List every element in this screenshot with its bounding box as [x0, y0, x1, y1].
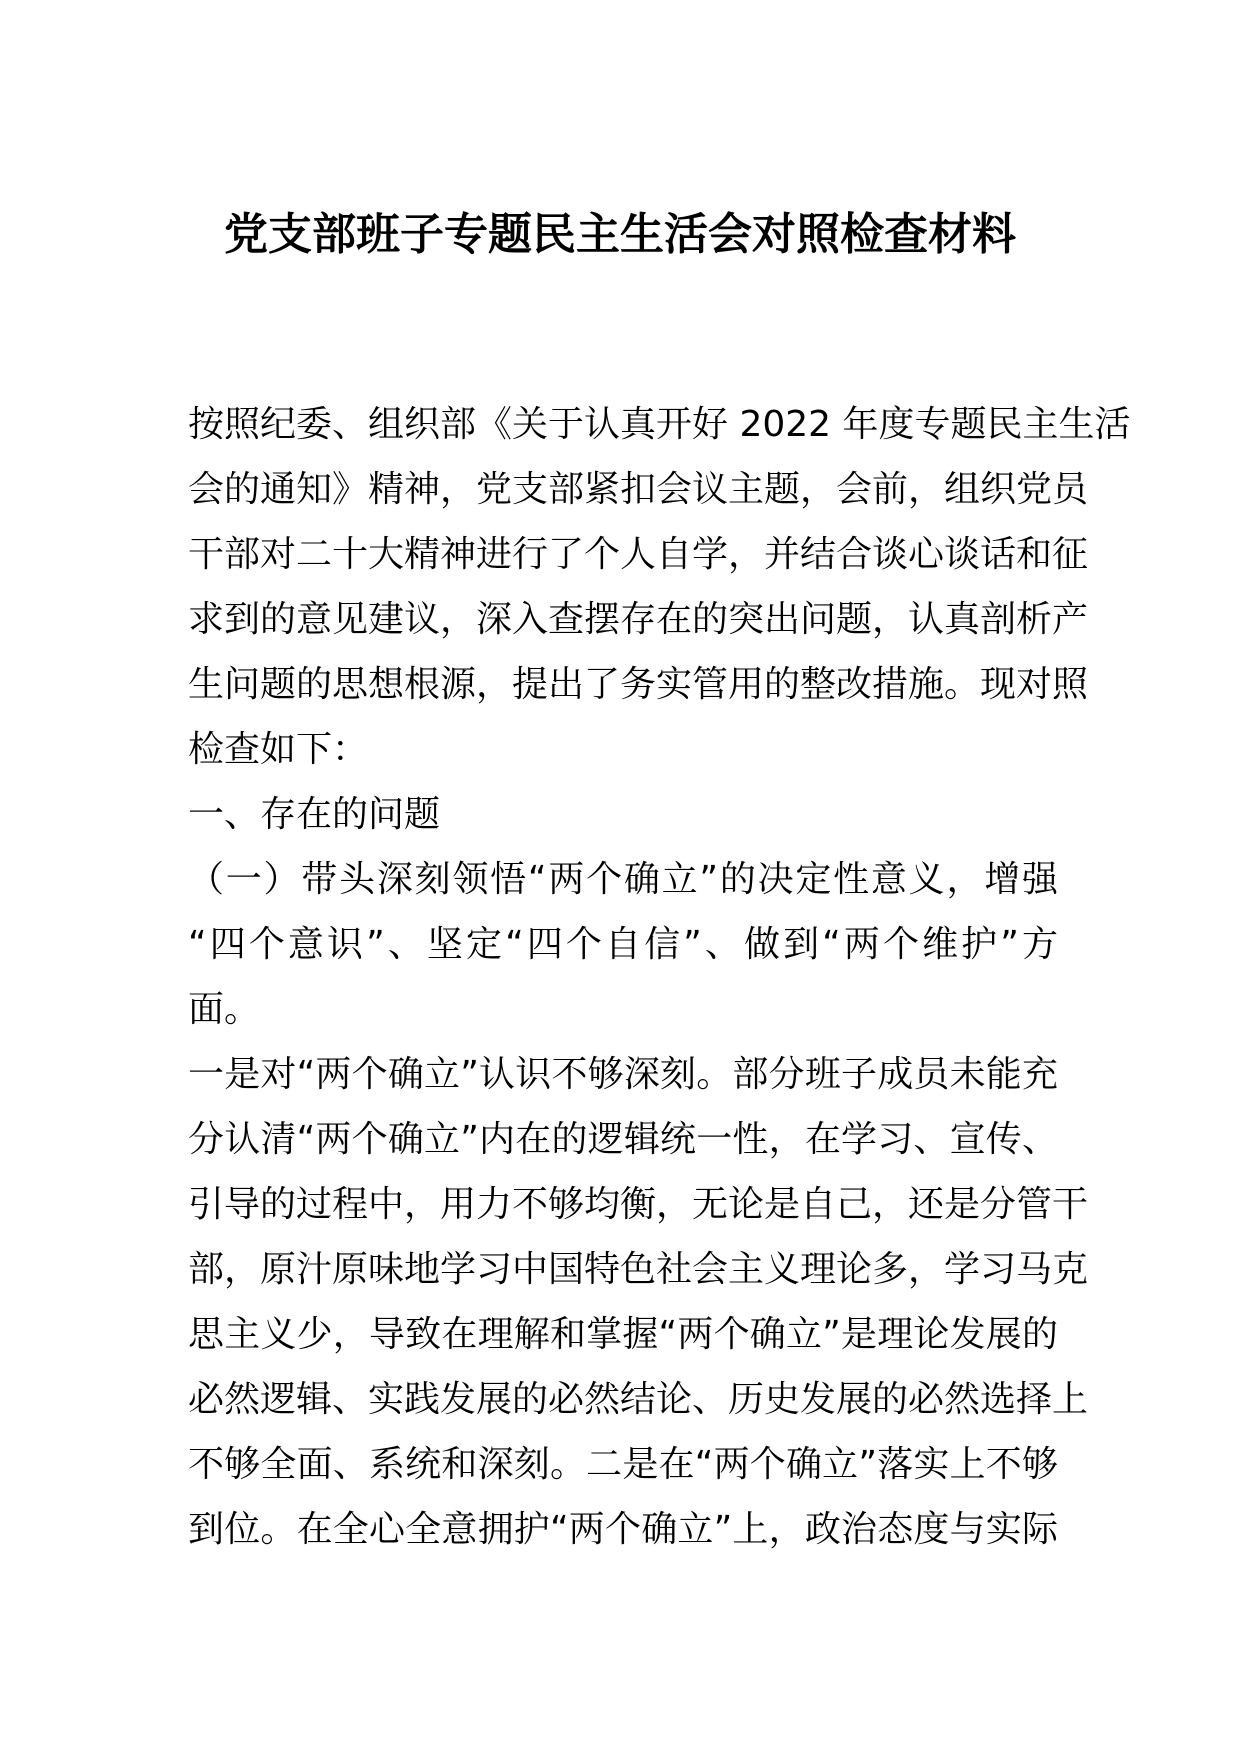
body-line: 思主义少，导致在理解和掌握“两个确立”是理论发展的	[188, 1314, 1058, 1355]
subsection-heading-line: 面。	[188, 989, 261, 1030]
body-line: 分认清“两个确立”内在的逻辑统一性，在学习、宣传、	[188, 1119, 1058, 1160]
body-line: 一是对“两个确立”认识不够深刻。部分班子成员未能充	[188, 1054, 1058, 1095]
body-line: 引导的过程中，用力不够均衡，无论是自己，还是分管干	[188, 1184, 1089, 1225]
body-line: 生问题的思想根源，提出了务实管用的整改措施。现对照	[188, 664, 1089, 705]
body-line: 不够全面、系统和深刻。二是在“两个确立”落实上不够	[188, 1444, 1058, 1485]
body-line: 干部对二十大精神进行了个人自学，并结合谈心谈话和征	[188, 534, 1089, 575]
body-line: 到位。在全心全意拥护“两个确立”上，政治态度与实际	[188, 1509, 1058, 1550]
document-title: 党支部班子专题民主生活会对照检查材料	[224, 209, 1016, 260]
body-line: 必然逻辑、实践发展的必然结论、历史发展的必然选择上	[188, 1379, 1089, 1420]
body-line: 检查如下：	[188, 729, 369, 770]
body-line: 会的通知》精神，党支部紧扣会议主题，会前，组织党员	[188, 469, 1089, 510]
body-line: 按照纪委、组织部《关于认真开好 2022 年度专题民主生活	[188, 404, 1131, 445]
subsection-heading-line: “四个意识”、坚定“四个自信”、做到“两个维护”方	[188, 924, 1058, 965]
body-line: 部，原汁原味地学习中国特色社会主义理论多，学习马克	[188, 1249, 1089, 1290]
section-heading: 一、存在的问题	[188, 794, 441, 835]
body-line: 求到的意见建议，深入查摆存在的突出问题，认真剖析产	[188, 599, 1089, 640]
subsection-heading-line: （一）带头深刻领悟“两个确立”的决定性意义，增强	[188, 859, 1058, 900]
document-body	[188, 392, 1131, 1562]
